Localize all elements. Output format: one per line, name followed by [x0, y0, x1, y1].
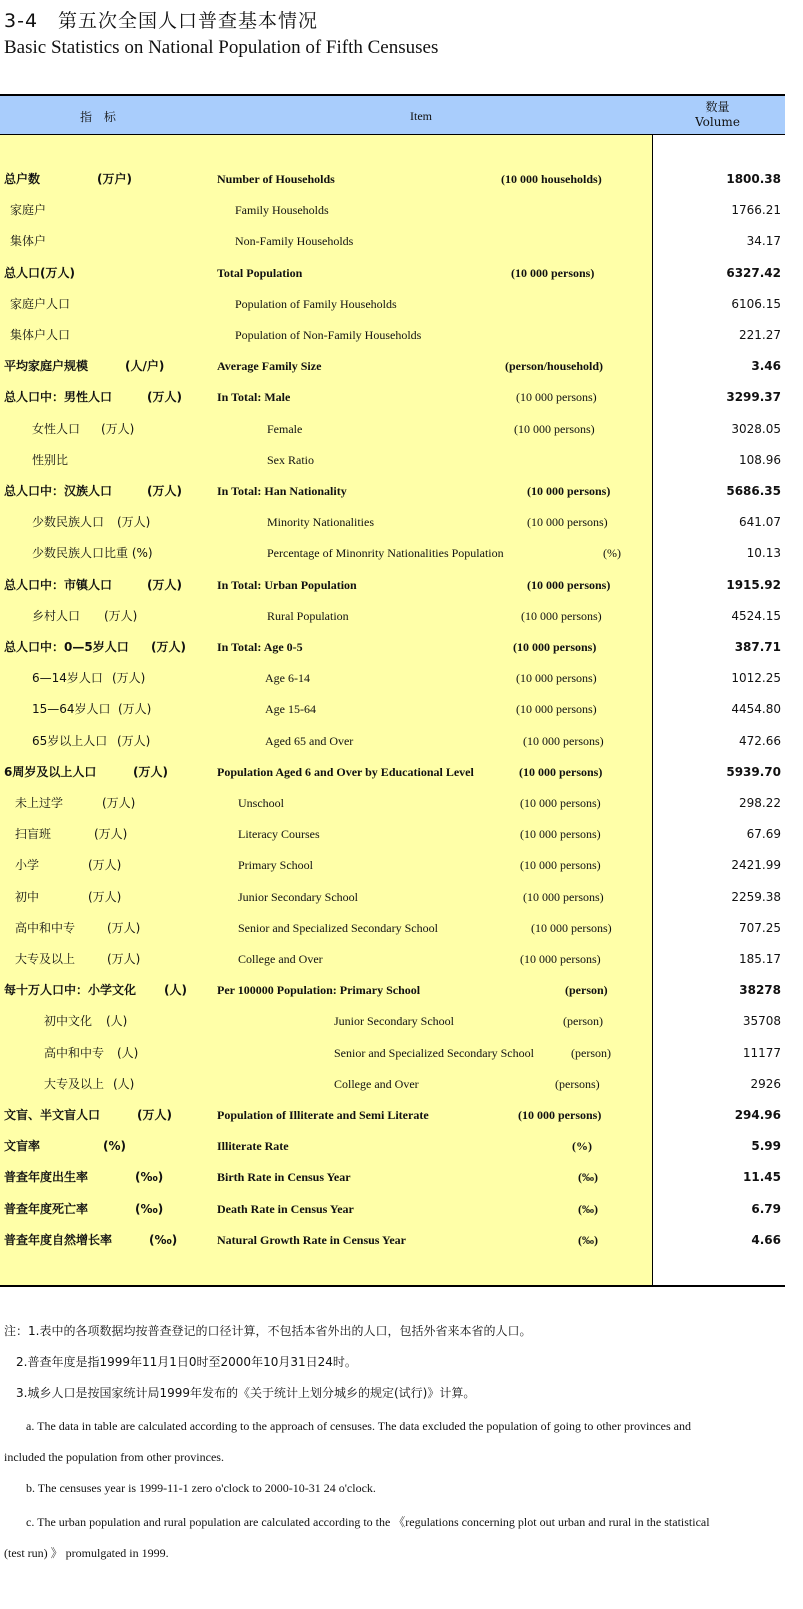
row-item: Family Households [235, 203, 329, 217]
note-2: 2.普查年度是指1999年11月1日0时至2000年10月31日24时。 [16, 1355, 357, 1369]
row-value: 1915.92 [726, 578, 781, 592]
row-item: In Total: Urban Population [217, 578, 357, 592]
table-row [0, 1038, 785, 1069]
row-indicator-unit: (万人) [94, 827, 128, 841]
row-item-unit: (%) [603, 546, 621, 560]
row-indicator-unit: (万人) [147, 390, 182, 404]
table-row [0, 913, 785, 944]
row-indicator-unit: (人) [113, 1077, 135, 1091]
table-row [0, 289, 785, 320]
table-row [0, 726, 785, 757]
page-title-english: Basic Statistics on National Population of Fifth Censuses [4, 37, 439, 58]
row-item: Birth Rate in Census Year [217, 1170, 351, 1184]
row-indicator: 乡村人口 [32, 609, 81, 623]
row-item: Junior Secondary School [238, 890, 358, 904]
row-item-unit: (10 000 persons) [520, 858, 601, 872]
row-indicator: 少数民族人口比重 (%) [32, 546, 153, 560]
row-value: 298.22 [739, 796, 781, 810]
row-value: 2926 [750, 1077, 781, 1091]
row-indicator: 小学 [15, 858, 40, 872]
table-row [0, 975, 785, 1006]
row-value: 1012.25 [731, 671, 781, 685]
row-indicator: 6—14岁人口 [32, 671, 103, 685]
row-item-unit: (10 000 persons) [511, 266, 595, 280]
row-item-unit: (persons) [555, 1077, 600, 1091]
table-row [0, 351, 785, 382]
row-indicator-unit: (万人) [137, 1108, 172, 1122]
row-value: 34.17 [746, 234, 781, 248]
table-row [0, 1100, 785, 1131]
row-indicator-unit: (‰) [149, 1233, 178, 1247]
row-indicator-unit: (人) [164, 983, 187, 997]
row-item: Number of Households [217, 172, 335, 186]
statistics-table [0, 94, 785, 1287]
table-row [0, 694, 785, 725]
row-indicator-unit: (人/户) [125, 359, 165, 373]
header-volume-en: Volume [695, 115, 740, 129]
row-item: Age 15-64 [265, 702, 316, 716]
table-row [0, 1225, 785, 1256]
row-indicator: 大专及以上 [44, 1077, 105, 1091]
page-title-chinese: 3-4 第五次全国人口普查基本情况 [4, 10, 319, 32]
table-row [0, 414, 785, 445]
table-bottom-rule [0, 1285, 785, 1287]
note-3: 3.城乡人口是按国家统计局1999年发布的《关于统计上划分城乡的规定(试行)》计算。 [16, 1386, 476, 1400]
row-item: Unschool [238, 796, 284, 810]
row-value: 4454.80 [731, 702, 781, 716]
row-item-unit: (10 000 persons) [516, 390, 597, 404]
header-volume-cn: 数量 [705, 100, 730, 114]
row-item: Population Aged 6 and Over by Educational Level [217, 765, 474, 779]
row-item-unit: (10 000 persons) [527, 578, 611, 592]
table-row [0, 757, 785, 788]
row-indicator-unit: (万人) [102, 796, 136, 810]
row-value: 6.79 [751, 1202, 781, 1216]
row-item-unit: (person) [565, 983, 608, 997]
note-a-line1: a. The data in table are calculated according to the approach of censuses. The data excluded the population of going to other provinces and [26, 1419, 691, 1433]
row-item-unit: (10 000 persons) [523, 890, 604, 904]
row-indicator: 扫盲班 [15, 827, 52, 841]
row-item: Rural Population [267, 609, 349, 623]
row-indicator: 6周岁及以上人口 [4, 765, 97, 779]
table-header [0, 96, 785, 135]
row-item: Aged 65 and Over [265, 734, 354, 748]
row-indicator-unit: (万人) [107, 952, 141, 966]
row-indicator-unit: (万人) [117, 734, 151, 748]
row-indicator-unit: (人) [117, 1046, 139, 1060]
row-item: College and Over [334, 1077, 419, 1091]
row-value: 11.45 [743, 1170, 781, 1184]
row-item: College and Over [238, 952, 323, 966]
row-item: Female [267, 422, 303, 436]
row-indicator: 女性人口 [32, 422, 81, 436]
row-value: 67.69 [746, 827, 781, 841]
row-indicator: 文盲、半文盲人口 [4, 1108, 101, 1122]
row-indicator-unit: (万人) [104, 609, 138, 623]
table-row [0, 663, 785, 694]
table-row [0, 382, 785, 413]
row-item-unit: (10 000 persons) [519, 765, 603, 779]
row-value: 1766.21 [731, 203, 781, 217]
row-value: 4.66 [751, 1233, 781, 1247]
row-item-unit: (‰) [578, 1233, 598, 1247]
note-b: b. The censuses year is 1999-11-1 zero o'clock to 2000-10-31 24 o'clock. [26, 1481, 376, 1495]
row-value: 10.13 [746, 546, 781, 560]
row-indicator-unit: (万人) [147, 484, 182, 498]
row-item: Death Rate in Census Year [217, 1202, 354, 1216]
row-item: Illiterate Rate [217, 1139, 289, 1153]
row-indicator: 高中和中专 [15, 921, 76, 935]
row-indicator-unit: (万户) [97, 172, 132, 186]
row-item: Total Population [217, 266, 303, 280]
table-row [0, 882, 785, 913]
row-item: Natural Growth Rate in Census Year [217, 1233, 406, 1247]
row-item-unit: (10 000 persons) [531, 921, 612, 935]
table-row [0, 632, 785, 663]
row-indicator-unit: (万人) [107, 921, 141, 935]
row-item-unit: (person) [571, 1046, 611, 1060]
row-item: Percentage of Minonrity Nationalities Population [267, 546, 504, 560]
row-value: 2421.99 [731, 858, 781, 872]
row-item-unit: (person) [563, 1014, 603, 1028]
row-indicator: 总人口中：市镇人口 [4, 578, 113, 592]
row-value: 35708 [742, 1014, 781, 1028]
row-indicator: 少数民族人口 [32, 515, 105, 529]
table-row [0, 570, 785, 601]
row-item-unit: (10 000 households) [501, 172, 602, 186]
row-item: Non-Family Households [235, 234, 354, 248]
row-value: 3028.05 [731, 422, 781, 436]
table-row [0, 944, 785, 975]
row-item-unit: (10 000 persons) [513, 640, 597, 654]
row-value: 1800.38 [726, 172, 781, 186]
table-row [0, 507, 785, 538]
row-item-unit: (%) [572, 1139, 592, 1153]
row-value: 108.96 [739, 453, 781, 467]
table-row [0, 320, 785, 351]
row-item-unit: (10 000 persons) [527, 515, 608, 529]
row-indicator-unit: (‰) [135, 1170, 164, 1184]
row-indicator-unit: (万人) [151, 640, 186, 654]
row-indicator: 初中文化 [44, 1014, 93, 1028]
row-item: Per 100000 Population: Primary School [217, 983, 421, 997]
note-c-line2: (test run) 》 promulgated in 1999. [4, 1546, 169, 1560]
row-item-unit: (‰) [578, 1170, 598, 1184]
note-1: 注：1.表中的各项数据均按普查登记的口径计算，不包括本省外出的人口，包括外省来本省的人口。 [4, 1324, 532, 1338]
row-indicator: 家庭户 [10, 203, 47, 217]
row-value: 472.66 [739, 734, 781, 748]
row-indicator: 文盲率 [4, 1139, 41, 1153]
table-row [0, 1162, 785, 1193]
row-indicator: 大专及以上 [15, 952, 76, 966]
row-item: Average Family Size [217, 359, 322, 373]
row-item-unit: (10 000 persons) [523, 734, 604, 748]
row-indicator: 总人口中：男性人口 [4, 390, 113, 404]
table-row [0, 601, 785, 632]
row-item: In Total: Male [217, 390, 291, 404]
row-value: 5686.35 [726, 484, 781, 498]
row-value: 6327.42 [726, 266, 781, 280]
header-volume [652, 100, 783, 130]
row-indicator: 65岁以上人口 [32, 734, 108, 748]
row-value: 5.99 [751, 1139, 781, 1153]
row-indicator: 家庭户人口 [10, 297, 71, 311]
row-indicator-unit: (万人) [112, 671, 146, 685]
row-indicator: 未上过学 [15, 796, 64, 810]
row-value: 38278 [739, 983, 781, 997]
row-item: Senior and Specialized Secondary School [334, 1046, 534, 1060]
table-row [0, 164, 785, 195]
row-indicator: 性别比 [32, 453, 69, 467]
row-item-unit: (10 000 persons) [527, 484, 611, 498]
row-value: 11177 [742, 1046, 781, 1060]
row-indicator-unit: (万人) [101, 422, 135, 436]
row-item: Literacy Courses [238, 827, 320, 841]
row-value: 6106.15 [731, 297, 781, 311]
row-indicator: 高中和中专 [44, 1046, 105, 1060]
table-row [0, 1069, 785, 1100]
row-indicator: 平均家庭户规模 [4, 359, 89, 373]
row-indicator: 15—64岁人口 [32, 702, 111, 716]
table-row [0, 788, 785, 819]
row-item: Population of Family Households [235, 297, 397, 311]
row-indicator-unit: (万人) [133, 765, 168, 779]
row-indicator-unit: (万人) [118, 702, 152, 716]
table-row [0, 538, 785, 569]
row-indicator-unit: (万人) [117, 515, 151, 529]
row-item: Population of Non-Family Households [235, 328, 422, 342]
row-indicator-unit: (人) [106, 1014, 128, 1028]
row-indicator: 集体户人口 [10, 328, 71, 342]
note-a-line2: included the population from other provinces. [4, 1450, 224, 1464]
row-item-unit: (person/household) [505, 359, 604, 373]
row-value: 221.27 [739, 328, 781, 342]
row-item-unit: (10 000 persons) [516, 702, 597, 716]
row-indicator-unit: (万人) [88, 890, 122, 904]
row-item-unit: (10 000 persons) [521, 609, 602, 623]
row-indicator-unit: (‰) [135, 1202, 164, 1216]
row-value: 3.46 [751, 359, 781, 373]
row-indicator: 普查年度死亡率 [4, 1202, 89, 1216]
row-indicator: 普查年度出生率 [4, 1170, 89, 1184]
row-value: 387.71 [734, 640, 781, 654]
row-value: 4524.15 [731, 609, 781, 623]
row-item-unit: (‰) [578, 1202, 598, 1216]
row-value: 3299.37 [726, 390, 781, 404]
row-item: Junior Secondary School [334, 1014, 454, 1028]
row-value: 707.25 [739, 921, 781, 935]
row-item-unit: (10 000 persons) [520, 952, 601, 966]
row-item: Minority Nationalities [267, 515, 374, 529]
row-value: 185.17 [739, 952, 781, 966]
row-item-unit: (10 000 persons) [518, 1108, 602, 1122]
table-row [0, 476, 785, 507]
row-value: 641.07 [739, 515, 781, 529]
table-row [0, 195, 785, 226]
table-row [0, 258, 785, 289]
row-indicator: 总人口(万人) [4, 266, 75, 280]
note-c-line1: c. The urban population and rural population are calculated according to the 《regulations concerning plot out urban and rural in the statistical [26, 1515, 710, 1529]
row-indicator: 总户数 [4, 172, 41, 186]
row-item-unit: (10 000 persons) [520, 827, 601, 841]
row-indicator-unit: (万人) [88, 858, 122, 872]
row-item: In Total: Han Nationality [217, 484, 347, 498]
row-item: Senior and Specialized Secondary School [238, 921, 438, 935]
row-indicator: 总人口中：汉族人口 [4, 484, 113, 498]
row-item: In Total: Age 0-5 [217, 640, 303, 654]
row-indicator: 普查年度自然增长率 [4, 1233, 113, 1247]
row-value: 2259.38 [731, 890, 781, 904]
row-item: Population of Illiterate and Semi Literate [217, 1108, 429, 1122]
table-row [0, 226, 785, 257]
table-row [0, 445, 785, 476]
header-indicator: 指 标 [80, 110, 120, 124]
row-indicator-unit: (万人) [147, 578, 182, 592]
table-row [0, 1194, 785, 1225]
table-row [0, 850, 785, 881]
row-item: Sex Ratio [267, 453, 314, 467]
row-indicator: 总人口中：0—5岁人口 [4, 640, 129, 654]
row-value: 294.96 [734, 1108, 781, 1122]
table-row [0, 1131, 785, 1162]
row-indicator: 初中 [15, 890, 40, 904]
table-row [0, 819, 785, 850]
row-indicator-unit: (%) [103, 1139, 126, 1153]
row-item-unit: (10 000 persons) [516, 671, 597, 685]
row-item: Primary School [238, 858, 313, 872]
row-value: 5939.70 [726, 765, 781, 779]
header-item: Item [410, 109, 432, 123]
row-item-unit: (10 000 persons) [520, 796, 601, 810]
row-item: Age 6-14 [265, 671, 310, 685]
row-indicator: 集体户 [10, 234, 47, 248]
row-indicator: 每十万人口中：小学文化 [4, 983, 137, 997]
table-row [0, 1006, 785, 1037]
row-item-unit: (10 000 persons) [514, 422, 595, 436]
